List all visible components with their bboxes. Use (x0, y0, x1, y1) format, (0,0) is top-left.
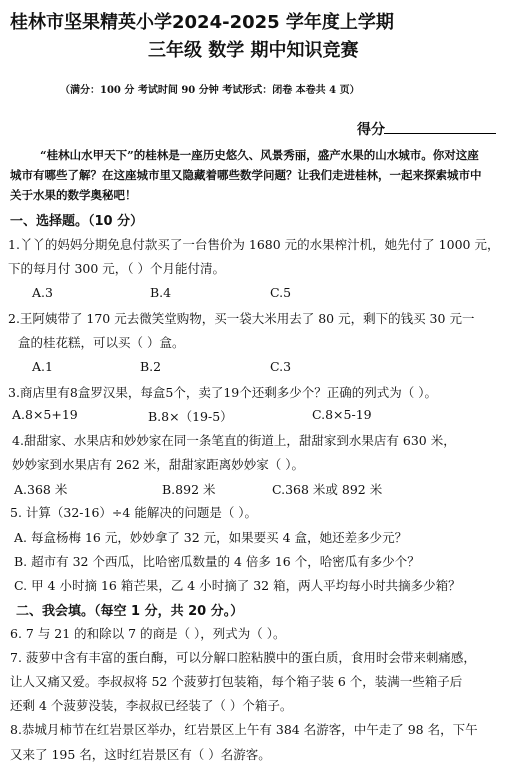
score-blank[interactable] (384, 133, 496, 134)
section-2-title: 二、我会填。（每空 1 分，共 20 分。） (16, 604, 244, 619)
intro-line-1: “桂林山水甲天下”的桂林是一座历史悠久、风景秀丽，盛产水果的山水城市。你对这座 (40, 148, 479, 162)
q8-line-1: 8.恭城月柿节在红岩景区举办，红岩景区上午有 384 名游客，中午走了 98 名，下午 (10, 722, 478, 737)
q3-option-c[interactable]: C.8×5-19 (312, 407, 372, 422)
q2-line-1: 2.王阿姨带了 170 元去微笑堂购物，买一袋大米用去了 80 元，剩下的钱买 30 元一 (8, 311, 475, 326)
intro-line-3: 关于水果的数学奥秘吧！ (10, 188, 137, 202)
score-label: 得分 (357, 122, 385, 138)
q1-option-b[interactable]: B.4 (150, 285, 172, 300)
q3-line-1: 3.商店里有8盒罗汉果，每盒5个，卖了19个还剩多少个？正确的列式为（ ）。 (8, 385, 437, 400)
q7-line-1: 7. 菠萝中含有丰富的蛋白酶，可以分解口腔粘膜中的蛋白质，食用时会带来刺痛感， (10, 650, 476, 665)
exam-title: 三年级 数学 期中知识竞赛 (148, 40, 359, 61)
q4-option-b[interactable]: B.892 米 (162, 482, 216, 497)
q2-option-b[interactable]: B.2 (140, 359, 162, 374)
q4-option-c[interactable]: C.368 米或 892 米 (272, 482, 383, 497)
section-1-title: 一、选择题。（10 分） (10, 214, 144, 229)
intro-line-2: 城市有哪些了解？在这座城市里又隐藏着哪些数学问题？让我们走进桂林，一起来探索城市中 (10, 168, 482, 182)
school-title: 桂林市坚果精英小学2024-2025 学年度上学期 (10, 12, 394, 33)
q2-option-c[interactable]: C.3 (270, 359, 292, 374)
q1-option-c[interactable]: C.5 (270, 285, 292, 300)
q1-line-2: 下的每月付 300 元，（ ）个月能付清。 (8, 261, 226, 276)
q4-option-a[interactable]: A.368 米 (14, 482, 68, 497)
q7-line-2: 让人又痛又爱。李叔叔将 52 个菠萝打包装箱，每个箱子装 6 个，装满一些箱子后 (10, 674, 463, 689)
q5-line-1: 5. 计算（32-16）÷4 能解决的问题是（ ）。 (10, 505, 258, 520)
exam-info: （满分：100 分 考试时间 90 分钟 考试形式：闭卷 本卷共 4 页） (60, 85, 360, 96)
q2-line-2: 盒的桂花糕，可以买（ ）盒。 (18, 335, 185, 350)
q7-line-3: 还剩 4 个菠萝没装，李叔叔已经装了（ ）个箱子。 (10, 698, 293, 713)
q2-option-a[interactable]: A.1 (32, 359, 53, 374)
q8-line-2: 又来了 195 名，这时红岩景区有（ ）名游客。 (10, 747, 271, 762)
q5-option-c[interactable]: C. 甲 4 小时摘 16 箱芒果，乙 4 小时摘了 32 箱，两人平均每小时共摘多少箱？ (14, 578, 461, 593)
q3-option-a[interactable]: A.8×5+19 (12, 407, 78, 422)
q4-line-1: 4.甜甜家、水果店和妙妙家在同一条笔直的街道上，甜甜家到水果店有 630 米， (12, 433, 456, 448)
q1-line-1: 1.丫丫的妈妈分期免息付款买了一台售价为 1680 元的水果榨汁机，她先付了 1000 元， (8, 237, 500, 252)
q3-option-b[interactable]: B.8×（19-5） (148, 409, 233, 424)
q5-option-a[interactable]: A. 每盒杨梅 16 元，妙妙拿了 32 元，如果要买 4 盒，她还差多少元？ (14, 530, 408, 545)
q6-line-1: 6. 7 与 21 的和除以 7 的商是（ ），列式为（ ）。 (10, 626, 286, 641)
q1-option-a[interactable]: A.3 (32, 285, 53, 300)
q5-option-b[interactable]: B. 超市有 32 个西瓜，比哈密瓜数量的 4 倍多 16 个，哈密瓜有多少个？ (14, 554, 420, 569)
q4-line-2: 妙妙家到水果店有 262 米，甜甜家距离妙妙家（ ）。 (12, 457, 305, 472)
